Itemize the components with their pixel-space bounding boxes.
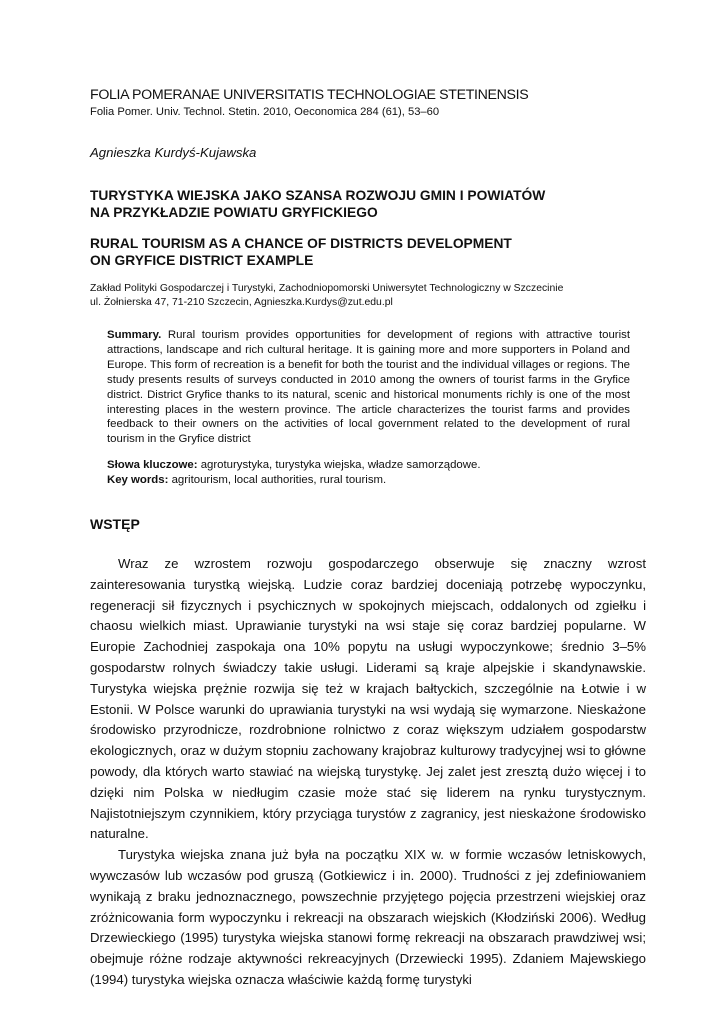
title-english-line1: RURAL TOURISM AS A CHANCE OF DISTRICTS DEVELOPMENT xyxy=(90,236,512,251)
title-polish-line1: TURYSTYKA WIEJSKA JAKO SZANSA ROZWOJU GMIN I POWIATÓW xyxy=(90,188,546,203)
title-english xyxy=(90,235,646,269)
keywords-english-text: agritourism, local authorities, rural tourism. xyxy=(171,474,387,487)
title-polish-line2: NA PRZYKŁADZIE POWIATU GRYFICKIEGO xyxy=(90,205,378,220)
summary xyxy=(107,328,630,447)
summary-label: Summary. xyxy=(107,329,162,341)
title-english-line2: ON GRYFICE DISTRICT EXAMPLE xyxy=(90,253,314,268)
paragraph: Turystyka wiejska znana już była na początku XIX w. w formie wczasów letniskowych, wywczasów lub wczasów pod gruszą (Gotkiewicz i in. 2000). Trudności z jej zdefiniowaniem wynikają z braku jednoznacznego, powszechnie przyjętego pojęcia przestrzeni wiejskiej oraz zróżnicowania form wypoczynku i rekreacji na obszarach wiejskich (Kłodziński 2006). Według Drzewieckiego (1995) turystyka wiejska stanowi formę rekreacji na obszarach prawdziwej wsi; obejmuje różne rodzaje aktywności rekreacyjnych (Drzewiecki 1995). Zdaniem Majewskiego (1994) turystyka wiejska oznacza właściwie każdą formę turystyki xyxy=(90,847,646,987)
body-text xyxy=(90,554,646,991)
keywords-polish-text: agroturystyka, turystyka wiejska, władze samorządowe. xyxy=(200,459,481,472)
keywords-polish-label: Słowa kluczowe: xyxy=(107,459,198,472)
paragraph: Wraz ze wzrostem rozwoju gospodarczego obserwuje się znaczny wzrost zainteresowania turystką wiejską. Ludzie coraz bardziej doceniają potrzebę wypoczynku, regeneracji sił fizycznych i psychicznych w spokojnych miejscach, oddalonych od zgiełku i chaosu wielkich miast. Uprawianie turystyki na wsi staje się coraz bardziej popularne. W Europie Zachodniej zaspokaja ona 10% popytu na usługi wypoczynkowe; średnio 3–5% gospodarstw rolnych świadczy takie usługi. Liderami są kraje alpejskie i skandynawskie. Turystyka wiejska prężnie rozwija się też w krajach bałtyckich, szczególnie na Łotwie i w Estonii. W Polsce warunki do uprawiania turystyki na wsi wydają się wymarzone. Nieskażone środowisko przyrodnicze, rozdrobnione rolnictwo z coraz większym udziałem gospodarstw ekologicznych, oraz w dużym stopniu zachowany krajobraz kulturowy tradycyjnej wsi to główne powody, dla których warto stawiać na wiejską turystykę. Jej zalet jest zresztą dużo więcej i to dzięki nim Polska w niedługim czasie może stać się liderem na rynku turystycznym. Najistotniejszym czynnikiem, który przyciąga turystów z zagranicy, jest nieskażone środowisko naturalne. xyxy=(90,556,646,842)
keywords xyxy=(107,458,630,488)
title-polish xyxy=(90,187,646,221)
section-heading: WSTĘP xyxy=(90,516,140,533)
keywords-english-label: Key words: xyxy=(107,474,169,487)
keywords-english xyxy=(107,473,630,488)
summary-text: Rural tourism provides opportunities for development of regions with attractive tourist attractions, landscape and rich cultural heritage. It is gaining more and more supporters in Poland and Europe. This form of recreation is a benefit for both the tourist and the individual villages or regions. The study presents results of surveys conducted in 2010 among the owners of tourist farms in the Gryfice district. District Gryfice thanks to its natural, scenic and historical monuments richly is one of the most interesting places in the western province. The article characterizes the tourist farms and provides feedback to their owners on the activities of local government related to the development of rural tourism in the Gryfice district xyxy=(107,329,630,446)
author-name: Agnieszka Kurdyś-Kujawska xyxy=(90,145,257,160)
journal-citation: Folia Pomer. Univ. Technol. Stetin. 2010, Oeconomica 284 (61), 53–60 xyxy=(90,106,440,118)
journal-header xyxy=(90,86,646,120)
keywords-polish xyxy=(107,458,630,473)
affiliation-institution: Zakład Polityki Gospodarczej i Turystyki, Zachodniopomorski Uniwersytet Technologiczny w Szczecinie xyxy=(90,283,564,294)
affiliation xyxy=(90,282,646,310)
affiliation-address: ul. Żołnierska 47, 71-210 Szczecin, Agnieszka.Kurdys@zut.edu.pl xyxy=(90,297,393,308)
journal-title: FOLIA POMERANAE UNIVERSITATIS TECHNOLOGIAE STETINENSIS xyxy=(90,87,529,103)
article-page xyxy=(90,86,646,991)
